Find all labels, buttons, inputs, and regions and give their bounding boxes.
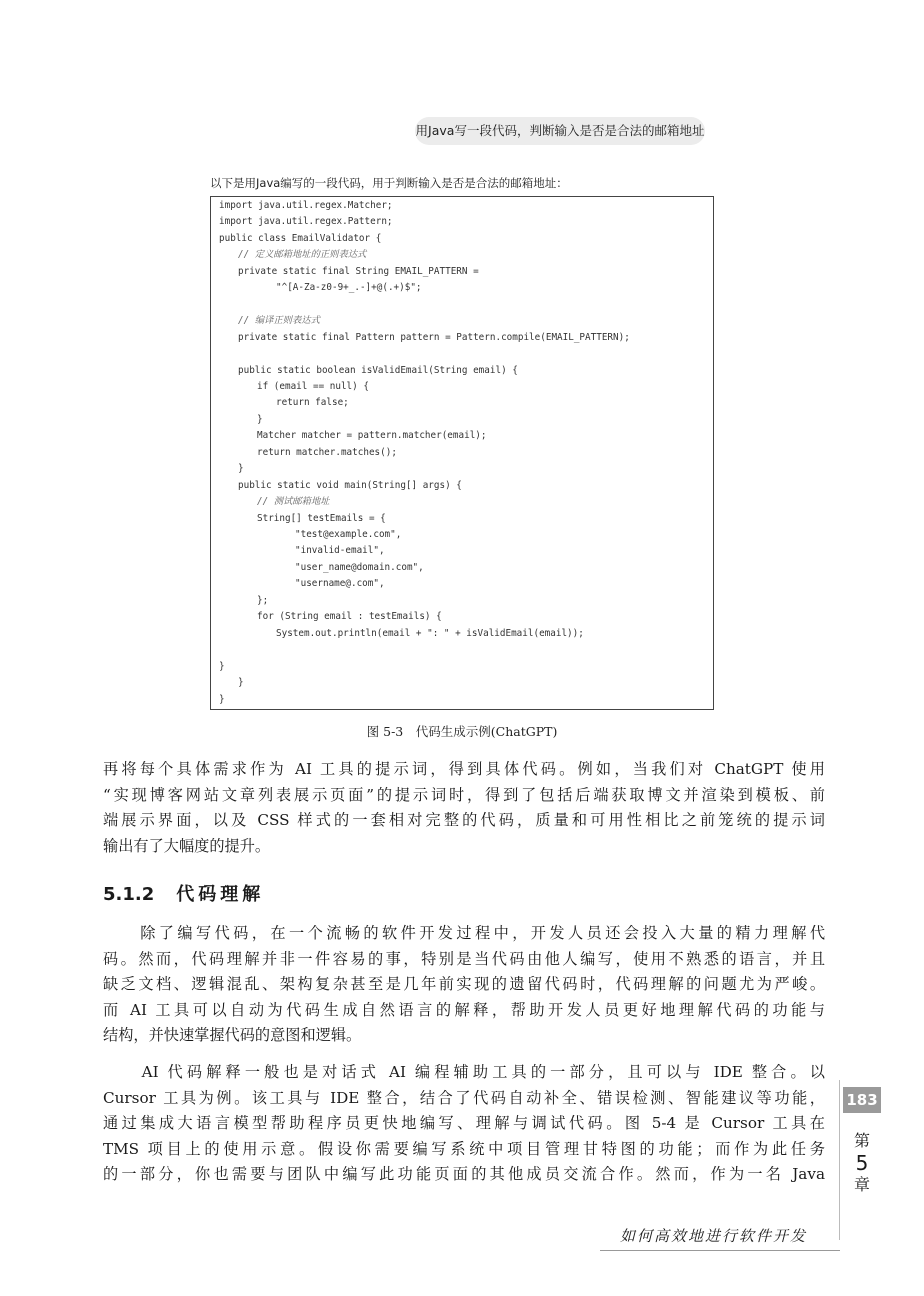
code-line: "user_name@domain.com", [295,561,424,573]
code-line: return false; [276,397,349,409]
section-heading [103,880,264,906]
text-line: 再将每个具体需求作为 AI 工具的提示词，得到具体代码。例如，当我们对 ChatGPT 使用 [103,760,825,778]
code-line: if (email == null) { [257,380,369,392]
code-line: public static boolean isValidEmail(String email) { [238,364,518,376]
code-comment-line: // 定义邮箱地址的正则表达式 [238,249,367,261]
figure-caption: 图 5-3 代码生成示例(ChatGPT) [366,724,558,739]
text-line: 除了编写代码，在一个流畅的软件开发过程中，开发人员还会投入大量的精力理解代 [103,924,825,942]
chapter-number: 5 [855,1151,869,1175]
code-line: }; [257,594,269,606]
code-line: } [219,660,225,672]
code-intro: 以下是用Java编写的一段代码，用于判断输入是否是合法的邮箱地址： [210,176,568,190]
code-line: "^[A-Za-z0-9+_.-]+@(.+)$"; [276,282,422,294]
paragraph-2 [103,921,825,1049]
text-line: 码。然而，代码理解并非一件容易的事，特别是当代码由他人编写，使用不熟悉的语言，并且 [103,949,825,968]
text-line: AI 代码解释一般也是对话式 AI 编程辅助工具的一部分，且可以与 IDE 整合。以 [103,1063,825,1081]
prompt-bubble: 用Java写一段代码，判断输入是否是合法的邮箱地址 [415,117,705,145]
code-line: Matcher matcher = pattern.matcher(email); [257,430,487,442]
paragraph-1 [103,757,825,859]
code-line: "invalid-email", [295,545,385,557]
code-line: String[] testEmails = { [257,512,386,524]
section-number: 5.1.2 [103,884,155,905]
code-line: } [238,463,244,475]
code-line: "test@example.com", [295,529,402,540]
chapter-label-bottom: 章 [853,1175,870,1194]
footer-rule [600,1250,840,1251]
code-box [210,196,714,710]
margin-divider [839,1080,840,1240]
chapter-marker [845,1130,879,1196]
text-line: 输出有了大幅度的提升。 [103,836,271,855]
code-line: } [238,677,244,689]
code-line: "username@.com", [295,578,385,590]
code-line: private static final String EMAIL_PATTERN = [238,265,479,277]
code-line: } [257,413,263,425]
text-line: 端展示界面，以及 CSS 样式的一套相对完整的代码，质量和可用性相比之前笼统的提示词 [103,811,825,829]
code-line: } [219,693,225,705]
code-line: public static void main(String[] args) { [238,479,462,491]
code-comment-line: // 测试邮箱地址 [257,496,330,508]
code-line: import java.util.regex.Matcher; [219,200,393,211]
code-line: for (String email : testEmails) { [257,611,442,623]
text-line: TMS 项目上的使用示意。假设你需要编写系统中项目管理甘特图的功能；而作为此任务 [103,1139,825,1158]
section-title: 代码理解 [176,884,265,905]
code-line: System.out.println(email + ": " + isValidEmail(email)); [276,627,584,639]
text-line: Cursor 工具为例。该工具与 IDE 整合，结合了代码自动补全、错误检测、智能建议等功能， [103,1088,825,1107]
text-line: 的一部分，你也需要与团队中编写此功能页面的其他成员交流合作。然而，作为一名 Java [103,1165,825,1183]
code-line: return matcher.matches(); [257,446,397,458]
text-line: “实现博客网站文章列表展示页面”的提示词时，得到了包括后端获取博文并渲染到模板、前 [103,785,825,804]
code-line: import java.util.regex.Pattern; [219,216,393,228]
code-comment-line: // 编译正则表达式 [238,315,320,327]
text-line: 缺乏文档、逻辑混乱、架构复杂甚至是几年前实现的遗留代码时，代码理解的问题尤为严峻。 [103,975,825,993]
text-line: 结构，并快速掌握代码的意图和逻辑。 [103,1026,362,1044]
chapter-label-top: 第 [853,1131,870,1150]
text-line: 而 AI 工具可以自动为代码生成自然语言的解释，帮助开发人员更好地理解代码的功能与 [103,1000,825,1019]
paragraph-3 [103,1060,825,1188]
code-line: public class EmailValidator { [219,232,382,244]
text-line: 通过集成大语言模型帮助程序员更快地编写、理解与调试代码。图 5-4 是 Cursor 工具在 [103,1114,825,1132]
book-title: 如何高效地进行软件开发 [620,1227,808,1245]
page-number: 183 [843,1087,881,1113]
code-line: private static final Pattern pattern = Pattern.compile(EMAIL_PATTERN); [238,331,630,343]
